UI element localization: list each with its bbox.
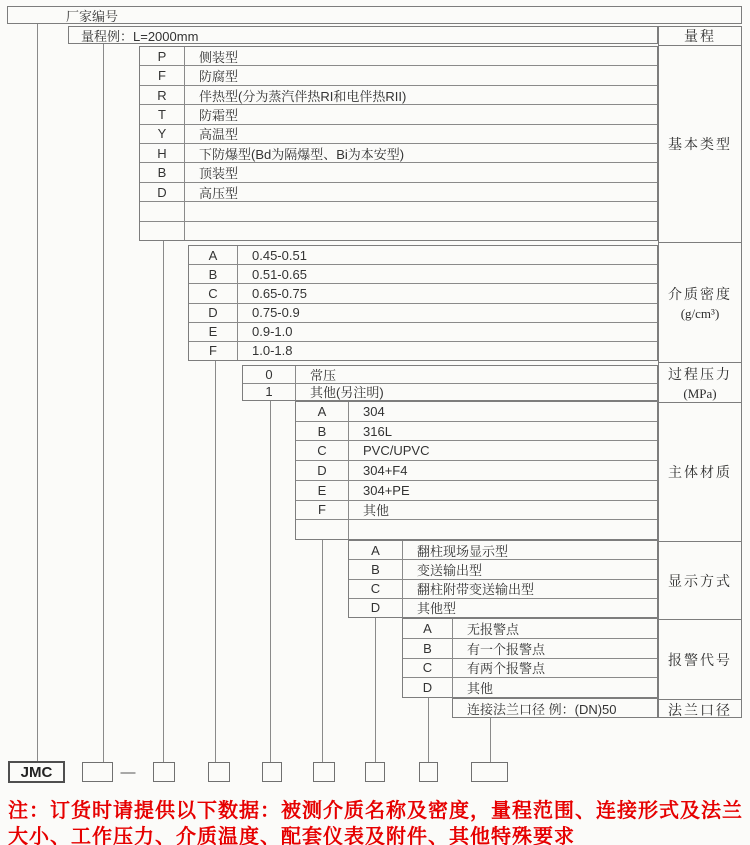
- table-row: [296, 440, 657, 460]
- table-row: [296, 519, 657, 539]
- desc-cell: 高温型: [199, 127, 239, 143]
- table-row: [349, 579, 657, 598]
- code-cell: C: [189, 284, 238, 302]
- code-cell: A: [349, 541, 403, 559]
- code-box-alarm-code: [419, 762, 438, 782]
- code-cell: [140, 202, 185, 220]
- table-row: [140, 124, 657, 143]
- connector-line-flange-size: [490, 718, 491, 762]
- code-cell: Y: [140, 125, 185, 143]
- section-label-flange-size: 法兰口径: [659, 699, 741, 719]
- table-row: [296, 421, 657, 441]
- code-cell: C: [349, 580, 403, 598]
- selection-table-medium-density: [188, 245, 658, 361]
- selection-table-basic-type: [139, 46, 658, 241]
- table-row: [296, 460, 657, 480]
- desc-cell: 0.9-1.0: [252, 324, 293, 340]
- code-cell: E: [296, 481, 349, 500]
- code-cell: F: [140, 66, 185, 84]
- table-row: [140, 85, 657, 104]
- code-box-body-material: [313, 762, 335, 782]
- desc-cell: 顶装型: [199, 166, 239, 182]
- section-label-basic-type: 基本类型: [659, 45, 741, 242]
- code-cell: R: [140, 86, 185, 104]
- table-row: [189, 303, 657, 322]
- desc-cell: 常压: [310, 367, 337, 383]
- code-box-display-mode: [365, 762, 385, 782]
- section-label-body-material: 主体材质: [659, 402, 741, 541]
- flange-size-text: 连接法兰口径 例：(DN)50: [467, 701, 617, 717]
- connector-line-display-mode: [375, 618, 376, 762]
- desc-cell: 304+F4: [363, 463, 408, 479]
- desc-cell: [185, 222, 657, 240]
- table-row: [189, 341, 657, 360]
- table-row: [403, 638, 657, 658]
- desc-cell: 伴热型(分为蒸汽伴热RI和电伴热RII): [199, 88, 407, 104]
- table-row: [243, 366, 657, 383]
- desc-cell: 变送输出型: [417, 562, 483, 578]
- desc-cell: 侧装型: [199, 49, 239, 65]
- code-cell: D: [189, 304, 238, 322]
- code-box-basic-type: [153, 762, 175, 782]
- code-cell: T: [140, 105, 185, 123]
- section-label-process-pressure: 过程压力 (MPa): [659, 362, 741, 402]
- table-row: [140, 201, 657, 220]
- connector-line-basic-type: [163, 241, 164, 762]
- code-cell: B: [296, 422, 349, 441]
- table-row: [140, 182, 657, 201]
- desc-cell: 其他(另注明): [310, 385, 384, 400]
- section-label-display-mode: 显示方式: [659, 541, 741, 619]
- desc-cell: 防腐型: [199, 69, 239, 85]
- code-box-flange-size: [471, 762, 508, 782]
- code-cell: H: [140, 144, 185, 162]
- desc-cell: 0.45-0.51: [252, 247, 307, 263]
- code-cell: D: [349, 599, 403, 617]
- code-cell: D: [296, 461, 349, 480]
- section-label-medium-density: 介质密度 (g/cm³): [659, 242, 741, 362]
- table-row: [403, 677, 657, 697]
- code-cell: F: [189, 342, 238, 360]
- code-cell: E: [189, 323, 238, 341]
- factory-number-row: [7, 6, 742, 24]
- code-box-medium-density: [208, 762, 230, 782]
- table-row: [403, 658, 657, 678]
- model-prefix-box: JMC: [8, 761, 65, 783]
- code-cell: [296, 520, 349, 539]
- code-cell: A: [189, 246, 238, 264]
- selection-table-process-pressure: [242, 365, 658, 401]
- table-row: [140, 47, 657, 65]
- desc-cell: [349, 520, 657, 539]
- connector-line-process-pressure: [270, 401, 271, 762]
- desc-cell: 翻柱附带变送输出型: [417, 582, 535, 598]
- table-row: [296, 402, 657, 421]
- order-note-line-1: 注：订货时请提供以下数据：被测介质名称及密度，量程范围、连接形式及法兰: [8, 800, 743, 822]
- code-cell: B: [140, 163, 185, 181]
- code-cell: A: [296, 402, 349, 421]
- table-row: [189, 246, 657, 264]
- desc-cell: 有一个报警点: [467, 641, 546, 657]
- desc-cell: 0.51-0.65: [252, 266, 307, 282]
- desc-cell: 其他型: [417, 601, 457, 617]
- code-box-range: [82, 762, 113, 782]
- desc-cell: 316L: [363, 423, 392, 439]
- flange-size-row: [452, 698, 658, 718]
- table-row: [243, 383, 657, 401]
- section-label-column: [658, 26, 742, 718]
- table-row: [296, 480, 657, 500]
- code-cell: [140, 222, 185, 240]
- code-cell: B: [403, 639, 453, 658]
- selection-table-body-material: [295, 401, 658, 540]
- table-row: [140, 221, 657, 240]
- connector-line-factory: [37, 24, 38, 762]
- code-cell: C: [296, 441, 349, 460]
- table-row: [140, 104, 657, 123]
- code-cell: F: [296, 501, 349, 520]
- table-row: [140, 143, 657, 162]
- selection-table-display-mode: [348, 540, 658, 618]
- desc-cell: 无报警点: [467, 621, 520, 637]
- table-row: [140, 162, 657, 181]
- table-row: [296, 500, 657, 520]
- table-row: [189, 322, 657, 341]
- desc-cell: 304+PE: [363, 482, 410, 498]
- connector-line-alarm-code: [428, 698, 429, 762]
- desc-cell: 304: [363, 403, 385, 419]
- connector-line-medium-density: [215, 361, 216, 762]
- connector-line-body-material: [322, 540, 323, 762]
- desc-cell: 防霜型: [199, 107, 239, 123]
- code-cell: D: [140, 183, 185, 201]
- desc-cell: [185, 202, 657, 220]
- table-row: [349, 541, 657, 559]
- code-cell: B: [189, 265, 238, 283]
- desc-cell: 其他: [363, 503, 390, 519]
- desc-cell: PVC/UPVC: [363, 443, 430, 459]
- code-cell: D: [403, 678, 453, 697]
- connector-line-range: [103, 44, 104, 762]
- table-row: [349, 598, 657, 617]
- code-cell: 1: [243, 384, 296, 401]
- code-cell: 0: [243, 366, 296, 383]
- desc-cell: 0.65-0.75: [252, 285, 307, 301]
- code-cell: C: [403, 659, 453, 678]
- range-example-label: 量程例：L=2000mm: [81, 28, 199, 44]
- code-cell: A: [403, 619, 453, 638]
- table-row: [403, 619, 657, 638]
- table-row: [189, 283, 657, 302]
- desc-cell: 1.0-1.8: [252, 343, 293, 359]
- desc-cell: 0.75-0.9: [252, 305, 300, 321]
- code-cell: P: [140, 47, 185, 65]
- range-example-row: [68, 26, 658, 44]
- table-row: [140, 65, 657, 84]
- order-note-line-2: 大小、工作压力、介质温度、配套仪表及附件、其他特殊要求: [8, 826, 575, 845]
- desc-cell: 下防爆型(Bd为隔爆型、Bi为本安型): [199, 146, 405, 162]
- table-row: [189, 264, 657, 283]
- table-row: [349, 559, 657, 578]
- desc-cell: 翻柱现场显示型: [417, 543, 509, 559]
- dash-separator: —: [120, 763, 136, 781]
- selection-table-alarm-code: [402, 618, 658, 698]
- code-box-process-pressure: [262, 762, 282, 782]
- desc-cell: 其他: [467, 681, 494, 697]
- code-cell: B: [349, 560, 403, 578]
- factory-number-label: 厂家编号: [66, 8, 119, 24]
- desc-cell: 有两个报警点: [467, 661, 546, 677]
- section-label-alarm-code: 报警代号: [659, 619, 741, 699]
- section-label-range: 量程: [684, 30, 716, 45]
- desc-cell: 高压型: [199, 185, 239, 201]
